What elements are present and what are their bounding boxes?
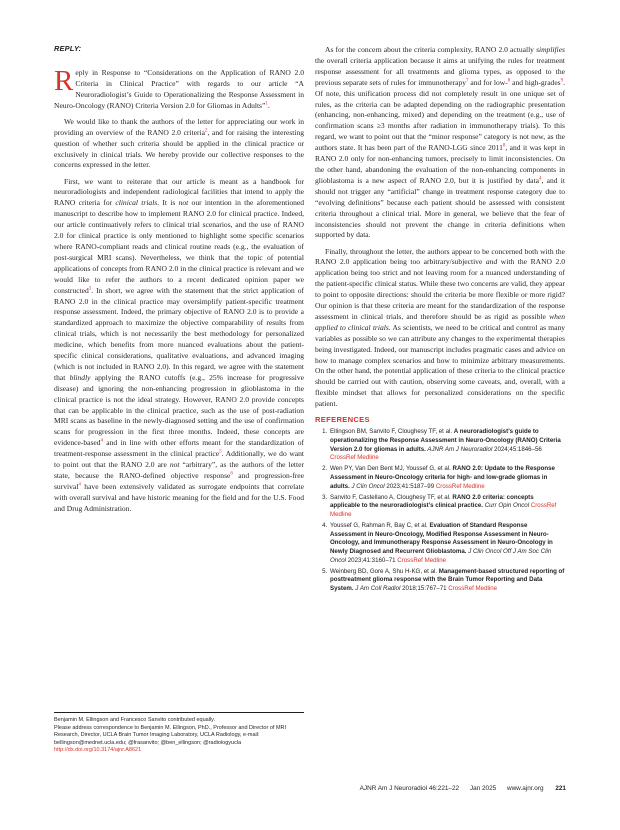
paragraph-thanks: We would like to thank the authors of the letter for appreciating our work in providing an overview of the RANO 2.0 criteria$^2$, and for raising the interesting question of whether such criteria should be applied in the clinical practice or exclusively in clinical trials. We hereby provide our collective responses to the concerns expressed in the letter.: [54, 116, 304, 170]
doi-link[interactable]: http://dx.doi.org/10.3174/ajnr.A8621: [54, 747, 142, 754]
footnote-contribution: Benjamin M. Ellingson and Francesco Sanvito contributed equally.: [54, 717, 216, 723]
paragraph-complexity: As for the concern about the criteria complexity, RANO 2.0 actually simplifies the overall criteria application because it aims at unifying the rules for treatment response assessment for all treatments and glioma types, as opposed to the previous separate sets of rules for immunotherapy$^7$ and for low-$^8$ and high-grades$^9$. Of note, this unification process did not completely result in one unique set of rules, as the criteria can be adapted depending on the radiographic presentation (enhancing, non-enhancing, mixed) and depending on the treatment (e.g., use of confirmation scans ≥3 months after radiation in immunotherapy trials). To this regard, we want to point out that the “minor response” category is not new, as the authors state. It has been part of the RANO-LGG since 2011$^8$, and it was kept in RANO 2.0 only for non-enhancing tumors, precisely to limit inconsistencies. On the other hand, abandoning the evaluation of the non-enhancing components in glioblastoma is a new aspect of RANO 2.0, but it is justified by data$^4$, and it should not trigger any “artificial” change in treatment response category due to “evolving definitions” because each patient should be assessed with consistent criteria throughout a clinical trial. More in general, we believe that the fear of inconsistencies should not prevent the change in criteria definitions when supported by data.: [315, 45, 566, 240]
citation-link[interactable]: 2: [204, 128, 208, 134]
reply-label: REPLY:: [54, 44, 82, 53]
page-number: 221: [555, 785, 566, 792]
citation-link[interactable]: 4: [538, 176, 542, 182]
reference-item: 4. Youssef G, Rahman R, Bay C, et al. Evaluation of Standard Response Assessment in Neuro-Oncology, Modified Response Assessment in Neuro-Oncology, and Immunotherapy Response Assessment in Neuro-Oncology in Newly Diagnosed and Recurrent Glioblastoma. J Clin Oncol Off J Am Soc Clin Oncol 2023;41:3160–71 CrossRef Medline: [329, 522, 565, 566]
citation-link[interactable]: 4: [78, 482, 81, 488]
reference-item: 1. Ellingson BM, Sanvito F, Cloughesy TF, et al. A neuroradiologist’s guide to operationalizing the Response Assessment in Neuro-Oncology (RANO) Criteria Version 2.0 for gliomas in adults. AJNR Am J Neuroradiol 2024;45:1846–56 CrossRef Medline: [329, 428, 565, 463]
left-column: [54, 65, 304, 520]
citation-link[interactable]: 9: [560, 78, 564, 84]
paragraph-finally: Finally, throughout the letter, the authors appear to be concerned both with the RANO 2.0 application being too arbitrary/subjective and with the RANO 2.0 application being too strict and not leaving room for a nuanced understanding of the patient-specific clinical status. While these two concerns are valid, they appear to point to opposite directions: should the criteria be more flexible or more rigid? Our opinion is that these criteria are meant for the standardization of the response assessment in clinical trials, and therefore should be as rigid as possible when applied to clinical trials. As scientists, we need to be critical and control as many variables as possible so we can attribute any changes to the experimental therapies being investigated. Indeed, our manuscript includes pragmatic cases and advice on how to manage complex scenarios and how to minimize arbitrary measurements. On the other hand, the potential application of these criteria to the clinical practice should be carried out with caution, observing some caveats, and, overall, with a flexible mindset that allows for personalized considerations on the specific patient.: [315, 246, 565, 409]
references-list: [315, 428, 565, 593]
paragraph-intro: Reply in Response to “Considerations on the Application of RANO 2.0 Criteria in Clinical Practice” with regards to our article “A Neuroradiologist’s Guide to Operationalizing the Response Assessment in Neuro-Oncology (RANO) Criteria Version 2.0 for Gliomas in Adults”$^1$.: [54, 65, 304, 110]
crossref-medline-link[interactable]: CrossRef Medline: [448, 584, 498, 592]
citation-link[interactable]: 3: [88, 286, 92, 292]
citation-link[interactable]: 8: [507, 78, 511, 84]
crossref-medline-link[interactable]: CrossRef Medline: [330, 454, 379, 462]
footnote: [54, 717, 309, 755]
citation-link[interactable]: 4: [100, 438, 104, 444]
reference-item: 3. Sanvito F, Castellano A, Cloughesy TF, et al. RANO 2.0 criteria: concepts applicable to the neuroradiologist’s clinical practice. Curr Opin Oncol CrossRef Medline: [329, 494, 565, 520]
citation-link[interactable]: 5: [219, 449, 222, 455]
paragraph-first-point: First, we want to reiterate that our article is meant as a handbook for neuroradiologists and independent radiological facilities that intend to apply the RANO criteria for clinical trials. It is not our intention in the aforementioned manuscript to describe how to implement RANO 2.0 for clinical practice. Indeed, our article continuatively refers to clinical trial scenarios, and the use of RANO 2.0 for clinical practice is only mentioned to highlight some specific scenarios where RANO-compliant reads and clinical routine reads (e.g., the evaluation of post-surgical MRI scans). Nevertheless, we think that the topic of potential applications of concepts from RANO 2.0 in the clinical practice is relevant and we would like to refer the authors to a recent dedicated opinion paper we constructed$^3$. In short, we agree with the statement that the strict application of RANO 2.0 in the clinical practice may oversimplify patient-specific treatment response assessment. Indeed, the primary objective of RANO 2.0 is to provide a standardized approach to maximize the objective comparability of results from clinical trials, which is not necessarily the best methodology for personalized medicine, which benefits from more nuanced evaluations about the patient-specific clinical considerations, qualitative evaluations, and advanced imaging (which is not included in RANO 2.0). In this regard, we agree with the statement that blindly applying the RANO cutoffs (e.g., 25% increase for progressive disease) and ignoring the non-enhancing progression in glioblastoma in the clinical practice is not the ideal strategy. However, RANO 2.0 provide concepts that can be applicable in the clinical practice, such as the use of post-radiation MRI scans as baseline in the newly-diagnosed setting and the use of confirmation scans for progression in the first three months. Indeed, these concepts are evidence-based$^4$ and in line with other efforts meant for the standardization of treatment-response assessment in the clinical practice$^5$. Additionally, we do want to point out that the RANO 2.0 are not “arbitrary”, as the authors of the letter state, because the RANO-defined objective response$^6$ and progression-free survival$^4$ have been extensively validated as surrogate endpoints that correlate with overall survival and have historic meaning for the field and for the U.S. Food and Drug Administration.: [54, 176, 304, 513]
journal-website[interactable]: www.ajnr.org: [506, 785, 544, 792]
crossref-medline-link[interactable]: CrossRef Medline: [397, 556, 447, 564]
citation-link[interactable]: 8: [502, 143, 506, 149]
citation-link[interactable]: 7: [466, 78, 469, 84]
journal-citation: AJNR Am J Neuroradiol 46:221–22: [359, 785, 460, 792]
citation-link[interactable]: 1: [265, 101, 268, 107]
crossref-medline-link[interactable]: CrossRef Medline: [330, 502, 557, 518]
references-heading: REFERENCES: [315, 415, 370, 425]
drop-cap: R: [54, 65, 74, 97]
page-footer: [351, 785, 566, 792]
issue-date: Jan 2025: [469, 785, 497, 792]
reference-item: 2. Wen PY, Van Den Bent MJ, Youssef G, et al. RANO 2.0: Update to the Response Assessment in Neuro-Oncology criteria for high- and low-grade gliomas in adults. J Clin Oncol 2023;41:5187–99 CrossRef Medline: [329, 465, 565, 491]
footnote-divider: [54, 712, 304, 713]
crossref-medline-link[interactable]: CrossRef Medline: [435, 482, 485, 490]
footnote-correspondence: Please address correspondence to Benjamin M. Ellingson, PhD., Professor and Director of MRI Research, Director, UCLA Brain Tumor Imaging Laboratory, UCLA Radiology, e-mail: bellingson@mednet.ucla.edu; @frasanvito; @ben_ellingson; @radiologyucla: [54, 724, 287, 746]
citation-link[interactable]: 6: [230, 471, 233, 477]
right-column: [315, 45, 565, 596]
reference-item: 5. Weinberg BD, Gore A, Shu H-KG, et al. Management-based structured reporting of posttreatment glioma response with the Brain Tumor Reporting and Data System. J Am Coll Radiol 2018;15:767–71 CrossRef Medline: [329, 568, 565, 594]
